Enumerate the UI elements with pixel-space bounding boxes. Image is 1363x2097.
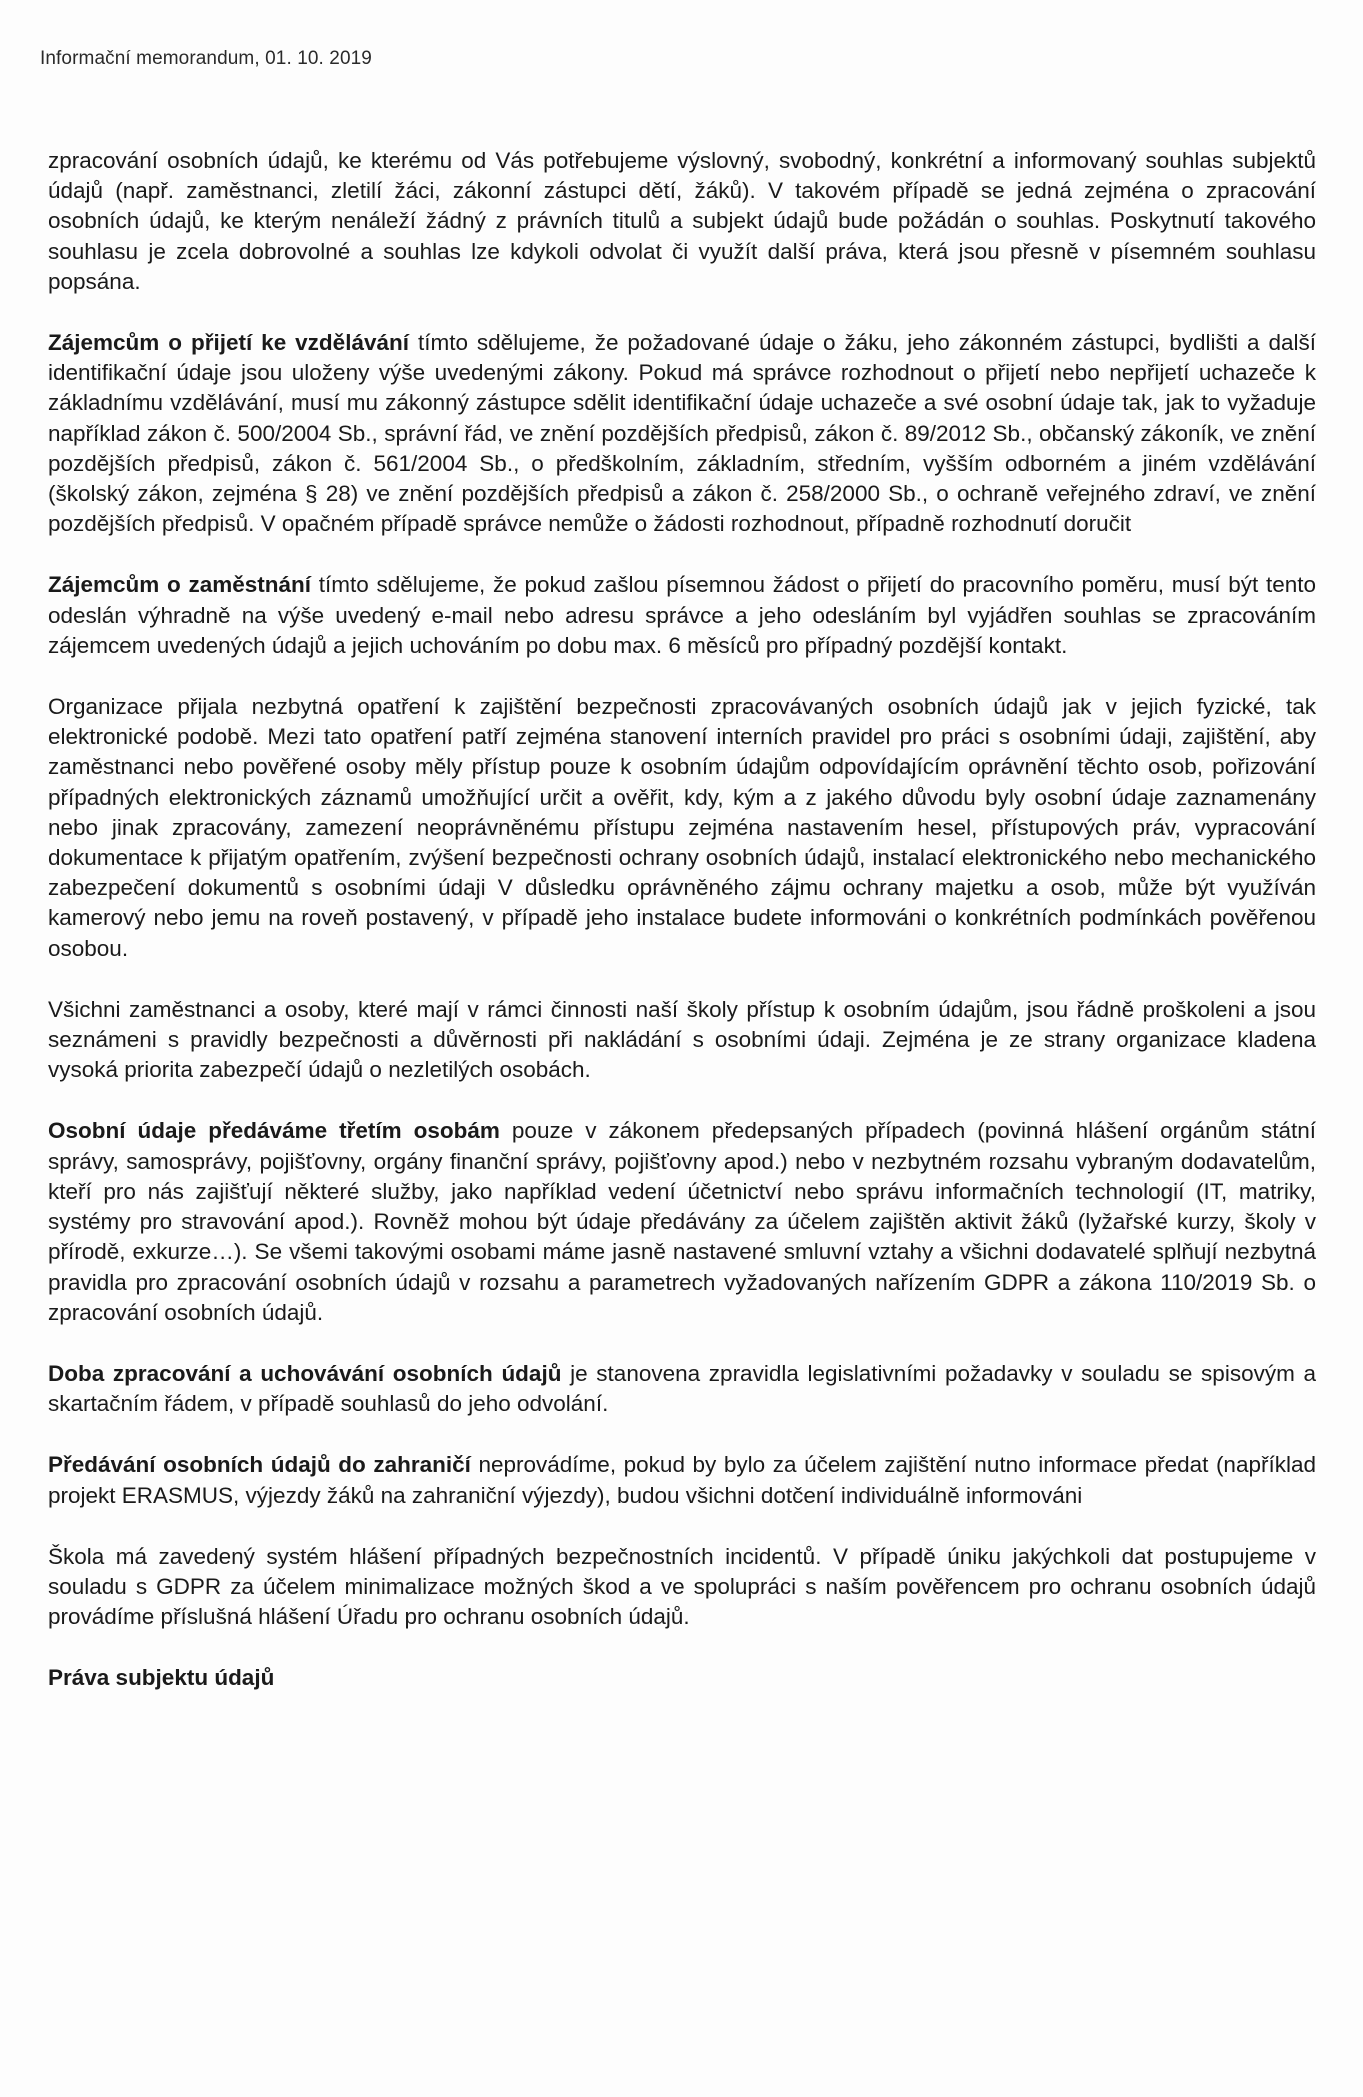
paragraph-text: Všichni zaměstnanci a osoby, které mají v rámci činnosti naší školy přístup k osobním údajům, jsou řádně proškoleni a jsou seznámeni s pravidly bezpečnosti a důvěrnosti při nakládání s osobními údaji. Zejména je ze strany organizace kladena vysoká priorita zabezpečí údajů o nezletilých osobách.	[48, 996, 1316, 1083]
paragraph-consent	[48, 146, 1316, 297]
paragraph-text: tímto sdělujeme, že požadované údaje o žáku, jeho zákonném zástupci, bydlišti a další identifikační údaje jsou uloženy výše uvedenými zákony. Pokud má správce rozhodnout o přijetí nebo nepřijetí uchazeče k základnímu vzdělávání, musí mu zákonný zástupce sdělit identifikační údaje uchazeče a své osobní údaje tak, jak to vyžaduje například zákon č. 500/2004 Sb., správní řád, ve znění pozdějších předpisů, zákon č. 89/2012 Sb., občanský zákoník, ve znění pozdějších předpisů, zákon č. 561/2004 Sb., o předškolním, základním, středním, vyšším odborném a jiném vzdělávání (školský zákon, zejména § 28) ve znění pozdějších předpisů a zákon č. 258/2000 Sb., o ochraně veřejného zdraví, ve znění pozdějších předpisů. V opačném případě správce nemůže o žádosti rozhodnout, případně rozhodnutí doručit	[48, 330, 1316, 537]
paragraph-employment	[48, 570, 1316, 661]
paragraph-text: je stanovena zpravidla legislativními požadavky v souladu se spisovým a skartačním řádem, v případě souhlasů do jeho odvolání.	[48, 1360, 1317, 1417]
paragraph-security-measures	[48, 692, 1316, 964]
paragraph-lead: Osobní údaje předáváme třetím osobám	[48, 1118, 500, 1144]
document-body	[48, 146, 1316, 1694]
page-header: Informační memorandum, 01. 10. 2019	[40, 48, 372, 69]
paragraph-third-parties	[48, 1116, 1316, 1327]
paragraph-lead: Zájemcům o zaměstnání	[48, 572, 312, 598]
paragraph-text: tímto sdělujeme, že pokud zašlou písemnou žádost o přijetí do pracovního poměru, musí být tento odeslán výhradně na výše uvedený e-mail nebo adresu správce a jeho odesláním byl vyjádřen souhlas se zpracováním zájemcem uvedených údajů a jejich uchováním po dobu max. 6 měsíců pro případný pozdější kontakt.	[48, 572, 1316, 658]
paragraph-lead: Předávání osobních údajů do zahraničí	[48, 1452, 471, 1478]
paragraph-text: neprovádíme, pokud by bylo za účelem zajištění nutno informace předat (například projekt ERASMUS, výjezdy žáků na zahraniční výjezdy), budou všichni dotčení individuálně informováni	[48, 1452, 1316, 1508]
paragraph-incidents	[48, 1542, 1316, 1633]
paragraph-lead: Zájemcům o přijetí ke vzdělávání	[48, 330, 409, 356]
paragraph-text: Škola má zavedený systém hlášení případných bezpečnostních incidentů. V případě úniku jakýchkoli dat postupujeme v souladu s GDPR za účelem minimalizace možných škod a ve spolupráci s naším pověřencem pro ochranu osobních údajů provádíme příslušná hlášení Úřadu pro ochranu osobních údajů.	[48, 1543, 1316, 1630]
paragraph-retention	[48, 1359, 1316, 1419]
paragraph-text: Organizace přijala nezbytná opatření k zajištění bezpečnosti zpracovávaných osobních údajů jak v jejich fyzické, tak elektronické podobě. Mezi tato opatření patří zejména stanovení interních pravidel pro práci s osobními údaji, zajištění, aby zaměstnanci nebo pověřené osoby měly přístup pouze k osobním údajům odpovídajícím oprávnění těchto osob, pořizování případných elektronických záznamů umožňující určit a ověřit, kdy, kým a z jakého důvodu byly osobní údaje zaznamenány nebo jinak zpracovány, zamezení neoprávněnému přístupu zejména nastavením hesel, přístupových práv, vypracování dokumentace k přijatým opatřením, zvýšení bezpečnosti ochrany osobních údajů, instalací elektronického nebo mechanického zabezpečení dokumentů s osobními údaji V důsledku oprávněného zájmu ochrany majetku a osob, může být využíván kamerový nebo jemu na roveň postavený, v případě jeho instalace budete informováni o konkrétních podmínkách pověřenou osobou.	[48, 694, 1316, 961]
paragraph-lead: Doba zpracování a uchovávání osobních údajů	[48, 1360, 562, 1386]
paragraph-text: pouze v zákonem předepsaných případech (povinná hlášení orgánům státní správy, samosprávy, pojišťovny, orgány finanční správy, pojišťovny apod.) nebo v nezbytném rozsahu vybraným dodavatelům, kteří pro nás zajišťují některé služby, jako například vedení účetnictví nebo správu informačních technologií (IT, matriky, systémy pro stravování apod.). Rovněž mohou být údaje předávány za účelem zajištěn aktivit žáků (lyžařské kurzy, školy v přírodě, exkurze…). Se všemi takovými osobami máme jasně nastavené smluvní vztahy a všichni dodavatelé splňují nezbytná pravidla pro zpracování osobních údajů v rozsahu a parametrech vyžadovaných nařízením GDPR a zákona 110/2019 Sb. o zpracování osobních údajů.	[48, 1118, 1316, 1325]
paragraph-abroad-transfer	[48, 1450, 1316, 1510]
section-heading-rights: Práva subjektu údajů	[48, 1665, 275, 1691]
paragraph-text: zpracování osobních údajů, ke kterému od Vás potřebujeme výslovný, svobodný, konkrétní a informovaný souhlas subjektů údajů (např. zaměstnanci, zletilí žáci, zákonní zástupci dětí, žáků). V takovém případě se jedná zejména o zpracování osobních údajů, ke kterým nenáleží žádný z právních titulů a subjekt údajů bude požádán o souhlas. Poskytnutí takového souhlasu je zcela dobrovolné a souhlas lze kdykoli odvolat či využít další práva, která jsou přesně v písemném souhlasu popsána.	[48, 148, 1316, 294]
paragraph-admission	[48, 328, 1316, 539]
paragraph-staff-training	[48, 995, 1316, 1086]
